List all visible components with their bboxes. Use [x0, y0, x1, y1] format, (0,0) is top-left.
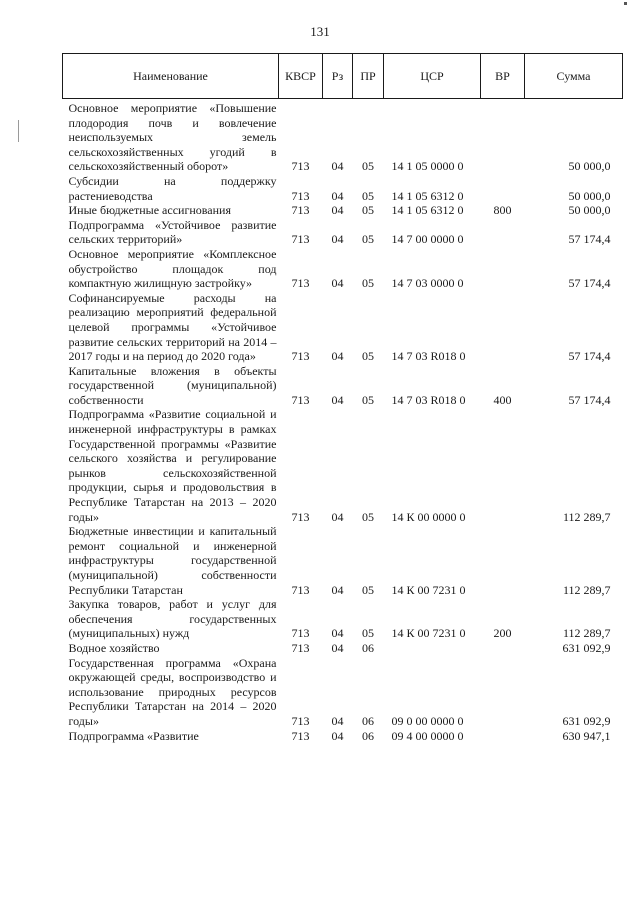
row-kvsr: 713 — [291, 232, 310, 247]
budget-table-wrapper — [62, 53, 622, 743]
row-csr: 14 К 00 7231 0 — [391, 626, 466, 641]
header-pr: ПР — [353, 54, 384, 99]
row-name: Подпрограмма «Развитие социальной и инженерной инфраструктуры в рамках Государственной программы «Развитие сельского хозяйства и регулирование рынков сельскохозяйственной продукции, сырья и продовольствия в Республике Татарстан на 2013 – 2020 годы» — [68, 407, 277, 524]
row-name: Подпрограмма «Развитие — [68, 728, 199, 743]
row-kvsr: 713 — [291, 713, 310, 728]
scan-corner-mark — [624, 2, 627, 5]
row-name: Софинансируемые расходы на реализацию мероприятий федеральной целевой программы «Устойчивое развитие сельских территорий на 2014 – 2017 годы и на период до 2020 года» — [68, 290, 277, 364]
row-kvsr: 713 — [291, 728, 310, 743]
table-row — [63, 656, 623, 729]
table-row — [63, 174, 623, 203]
row-pr: 06 — [362, 728, 374, 743]
row-sum: 50 000,0 — [568, 203, 611, 218]
table-row — [63, 218, 623, 247]
header-csr: ЦСР — [384, 54, 481, 99]
row-sum: 50 000,0 — [568, 188, 611, 203]
budget-table — [62, 53, 623, 743]
row-name: Подпрограмма «Устойчивое развитие сельских территорий» — [68, 217, 277, 247]
row-kvsr: 713 — [291, 509, 310, 524]
row-pr: 06 — [362, 640, 374, 655]
row-sum: 57 174,4 — [568, 349, 611, 364]
row-vr — [481, 407, 525, 524]
row-sum: 112 289,7 — [562, 509, 611, 524]
row-rz: 04 — [331, 640, 344, 655]
row-name: Субсидии на поддержку растениеводства — [68, 173, 277, 203]
header-vr: ВР — [481, 54, 525, 99]
row-pr: 05 — [362, 626, 374, 641]
row-pr: 05 — [362, 232, 374, 247]
row-csr: 09 0 00 0000 0 — [391, 713, 464, 728]
row-rz: 04 — [331, 392, 344, 407]
row-vr — [481, 218, 525, 247]
row-vr: 200 — [493, 626, 512, 641]
row-csr: 14 7 03 R018 0 — [391, 349, 466, 364]
row-kvsr: 713 — [291, 582, 310, 597]
row-rz: 04 — [331, 626, 344, 641]
row-csr — [384, 641, 481, 656]
table-row — [63, 291, 623, 364]
row-rz: 04 — [331, 509, 344, 524]
row-vr — [481, 729, 525, 744]
row-csr: 14 К 00 7231 0 — [391, 582, 466, 597]
table-row — [63, 247, 623, 291]
row-sum: 112 289,7 — [562, 582, 611, 597]
row-kvsr: 713 — [291, 640, 310, 655]
row-rz: 04 — [331, 232, 344, 247]
row-rz: 04 — [331, 159, 344, 174]
row-csr: 14 7 03 R018 0 — [391, 392, 466, 407]
table-header — [63, 54, 623, 99]
table-row — [63, 524, 623, 597]
table-row — [63, 597, 623, 641]
header-rz: Рз — [323, 54, 353, 99]
row-kvsr: 713 — [291, 203, 310, 218]
table-row — [63, 641, 623, 656]
row-pr: 06 — [362, 713, 374, 728]
table-header-row — [63, 54, 623, 99]
row-vr — [481, 174, 525, 203]
row-csr: 14 1 05 6312 0 — [391, 203, 464, 218]
row-name: Бюджетные инвестиции и капитальный ремонт социальной и инженерной инфраструктуры государственной (муниципальной) собственности Республики Татарстан — [68, 524, 277, 597]
row-sum: 50 000,0 — [568, 159, 611, 174]
row-name: Капитальные вложения в объекты государственной (муниципальной) собственности — [68, 363, 277, 407]
row-pr: 05 — [362, 188, 374, 203]
row-vr — [481, 291, 525, 364]
row-sum: 112 289,7 — [562, 626, 611, 641]
header-sum: Сумма — [525, 54, 623, 99]
row-kvsr: 713 — [291, 276, 310, 291]
row-vr: 400 — [493, 392, 512, 407]
row-rz: 04 — [331, 713, 344, 728]
row-sum: 631 092,9 — [562, 713, 611, 728]
row-vr: 800 — [493, 203, 512, 218]
header-name: Наименование — [63, 54, 279, 99]
row-kvsr: 713 — [291, 626, 310, 641]
row-name: Водное хозяйство — [68, 640, 160, 655]
row-pr: 05 — [362, 159, 374, 174]
row-name: Основное мероприятие «Комплексное обустройство площадок под компактную жилищную застройку» — [68, 246, 277, 291]
row-sum: 57 174,4 — [568, 392, 611, 407]
row-sum: 57 174,4 — [568, 232, 611, 247]
row-csr: 14 1 05 6312 0 — [391, 188, 464, 203]
row-rz: 04 — [331, 276, 344, 291]
row-rz: 04 — [331, 188, 344, 203]
row-rz: 04 — [331, 582, 344, 597]
row-pr: 05 — [362, 392, 374, 407]
scan-margin-mark — [18, 120, 19, 142]
row-kvsr: 713 — [291, 159, 310, 174]
page-number: 131 — [310, 24, 330, 39]
row-sum: 630 947,1 — [562, 728, 611, 743]
row-pr: 05 — [362, 509, 374, 524]
table-row — [63, 203, 623, 218]
row-csr: 14 7 03 0000 0 — [391, 276, 464, 291]
row-sum: 57 174,4 — [568, 276, 611, 291]
row-vr — [481, 524, 525, 597]
row-name: Основное мероприятие «Повышение плодородия почв и вовлечение неиспользуемых земель сельскохозяйственных угодий в сельскохозяйственный оборот» — [68, 101, 277, 174]
row-vr — [481, 247, 525, 291]
table-row — [63, 101, 623, 174]
row-rz: 04 — [331, 203, 344, 218]
table-body — [63, 99, 623, 744]
row-csr: 14 7 00 0000 0 — [391, 232, 464, 247]
table-row — [63, 729, 623, 744]
row-kvsr: 713 — [291, 188, 310, 203]
row-rz: 04 — [331, 349, 344, 364]
row-name: Государственная программа «Охрана окружающей среды, воспроизводство и использование природных ресурсов Республики Татарстан на 2014 – 2020 годы» — [68, 655, 277, 728]
row-rz: 04 — [331, 728, 344, 743]
row-name: Иные бюджетные ассигнования — [68, 203, 231, 218]
row-pr: 05 — [362, 203, 374, 218]
row-csr: 09 4 00 0000 0 — [391, 728, 464, 743]
table-row — [63, 364, 623, 408]
row-pr: 05 — [362, 349, 374, 364]
row-pr: 05 — [362, 582, 374, 597]
row-csr: 14 1 05 0000 0 — [391, 159, 464, 174]
header-kvsr: КВСР — [279, 54, 323, 99]
row-name: Закупка товаров, работ и услуг для обеспечения государственных (муниципальных) нужд — [68, 597, 277, 641]
row-vr — [481, 641, 525, 656]
row-vr — [481, 656, 525, 729]
row-csr: 14 К 00 0000 0 — [391, 509, 466, 524]
row-kvsr: 713 — [291, 392, 310, 407]
table-row — [63, 407, 623, 524]
row-kvsr: 713 — [291, 349, 310, 364]
row-sum: 631 092,9 — [562, 640, 611, 655]
row-pr: 05 — [362, 276, 374, 291]
row-vr — [481, 101, 525, 174]
